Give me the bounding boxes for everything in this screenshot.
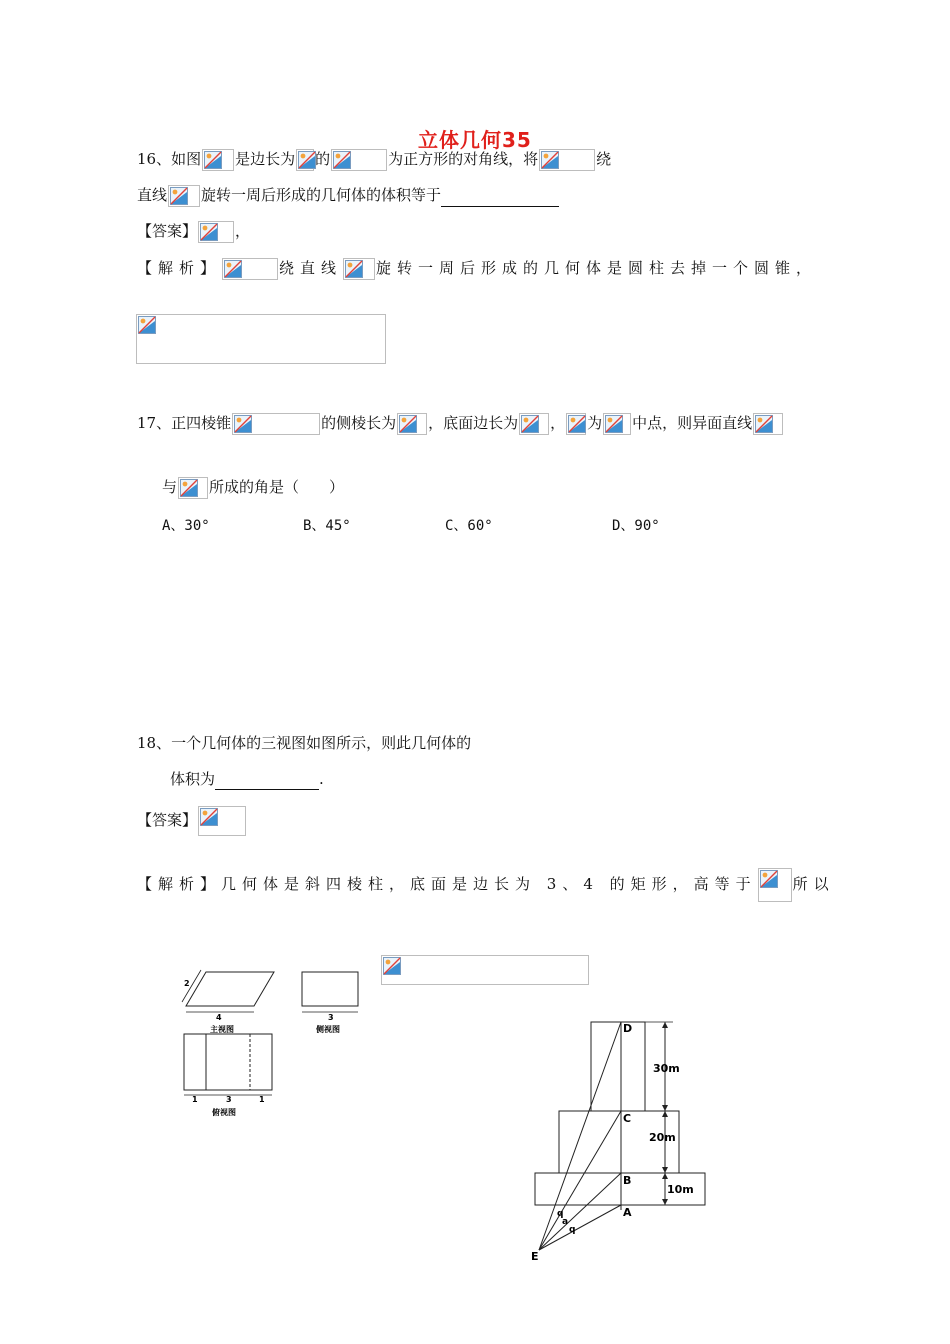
broken-image-icon <box>539 149 595 171</box>
q17-line-1 <box>137 412 784 435</box>
q17-line-2 <box>162 476 344 499</box>
broken-image-icon <box>170 187 188 205</box>
q17-text: 所成的角是（ ） <box>209 478 345 496</box>
q16-answer <box>137 220 250 243</box>
point-c-label: C <box>623 1112 632 1125</box>
dim-4-label: 4 <box>216 1013 222 1022</box>
q16-text: 绕直线 <box>279 259 343 277</box>
three-views-figure <box>170 962 370 1122</box>
top-view-shape <box>184 1034 272 1090</box>
option-c: C、60° <box>445 518 493 534</box>
option-b: B、45° <box>303 518 351 534</box>
q18-answer <box>137 806 247 836</box>
q16-text: 的 <box>315 150 331 168</box>
height-30m-label: 30m <box>653 1062 680 1075</box>
analysis-label: 【解析】 <box>137 259 222 277</box>
broken-image-icon <box>331 149 387 171</box>
broken-image-icon <box>222 258 278 280</box>
broken-image-icon <box>200 223 218 241</box>
broken-image-icon <box>519 413 549 435</box>
q16-text: 是边长为 <box>235 150 296 168</box>
q16-text: 直线 <box>137 186 168 204</box>
dim-2-label: 2 <box>184 979 190 988</box>
broken-image-icon <box>521 415 539 433</box>
q17-text: ，底面边长为 <box>428 414 519 432</box>
broken-image-icon <box>298 151 316 169</box>
top-view-label: 俯视图 <box>212 1108 236 1117</box>
q17-text: 17、正四棱锥 <box>137 414 232 432</box>
broken-image-icon <box>202 149 234 171</box>
broken-image-icon <box>758 868 792 902</box>
broken-image-icon <box>345 260 363 278</box>
side-view-label: 侧视图 <box>316 1025 340 1034</box>
front-view-shape <box>186 972 274 1006</box>
q17-text: 的侧棱长为 <box>321 414 397 432</box>
broken-image-icon <box>603 413 631 435</box>
broken-image-icon <box>343 258 375 280</box>
answer-label: 【答案】 <box>137 811 198 829</box>
broken-image-icon <box>381 955 589 985</box>
answer-label: 【答案】 <box>137 222 198 240</box>
q18-text: 所以 <box>792 875 835 893</box>
front-view-label: 主视图 <box>210 1025 234 1034</box>
broken-image-icon <box>605 415 623 433</box>
tower-top-block <box>591 1022 645 1111</box>
broken-image-icon <box>198 221 234 243</box>
broken-image-icon <box>541 151 559 169</box>
broken-image-icon <box>760 870 778 888</box>
q16-text: 绕 <box>596 150 612 168</box>
broken-image-icon <box>296 149 314 171</box>
broken-image-icon <box>397 413 427 435</box>
broken-image-icon <box>234 415 252 433</box>
q16-text: 旋转一周后形成的几何体的体积等于 <box>201 186 442 204</box>
q16-text: ， <box>235 222 251 240</box>
q17-text: 为 <box>587 414 603 432</box>
q16-analysis <box>137 257 817 280</box>
broken-image-icon <box>399 415 417 433</box>
broken-image-icon <box>180 479 198 497</box>
angle-label-2: a <box>562 1217 569 1227</box>
dim-3-side-label: 3 <box>328 1013 334 1022</box>
q16-text: 16、如图 <box>137 150 202 168</box>
point-b-label: B <box>623 1174 632 1187</box>
q17-text: 中点，则异面直线 <box>632 414 753 432</box>
q16-line-1 <box>137 148 611 171</box>
dim-3-top-label: 3 <box>226 1095 232 1104</box>
q18-text: 体积为 <box>170 770 216 788</box>
point-a-label: A <box>623 1206 632 1219</box>
broken-image-icon <box>200 808 218 826</box>
side-view-shape <box>302 972 358 1006</box>
q16-text: 旋转一周后形成的几何体是圆柱去掉一个圆锥， <box>376 259 818 277</box>
broken-image-icon <box>138 316 156 334</box>
broken-image-icon <box>178 477 208 499</box>
page-title: 立体几何35 <box>418 128 532 152</box>
broken-image-icon <box>753 413 783 435</box>
analysis-label: 【解析】 <box>137 875 222 893</box>
q17-text: ， <box>550 414 566 432</box>
tower-figure <box>525 1018 715 1266</box>
height-20m-label: 20m <box>649 1131 676 1144</box>
broken-image-icon <box>566 413 586 435</box>
broken-image-icon <box>383 957 401 975</box>
broken-image-icon <box>198 806 246 836</box>
q16-text: 为正方形的对角线，将 <box>388 150 539 168</box>
q18-line-2 <box>170 768 324 790</box>
point-d-label: D <box>623 1022 633 1035</box>
point-e-label: E <box>531 1250 539 1263</box>
broken-image-icon <box>755 415 773 433</box>
q17-text: 与 <box>162 478 178 496</box>
answer-blank <box>215 789 319 790</box>
q18-text: . <box>319 770 324 788</box>
broken-image-icon <box>204 151 222 169</box>
q18-text: 几何体是斜四棱柱，底面是边长为 3、4 的矩形，高等于 <box>221 875 757 893</box>
q18-analysis <box>137 868 835 902</box>
angle-label-1: q <box>557 1209 564 1219</box>
option-d: D、90° <box>612 518 660 534</box>
broken-image-icon <box>568 415 586 433</box>
broken-image-icon <box>232 413 320 435</box>
q18-line-1: 18、一个几何体的三视图如图所示，则此几何体的 <box>137 734 472 752</box>
broken-image-icon <box>168 185 200 207</box>
angle-label-3: q <box>569 1225 576 1235</box>
answer-blank <box>441 206 559 207</box>
broken-image-icon <box>136 314 386 364</box>
broken-image-icon <box>224 260 242 278</box>
broken-image-icon <box>333 151 351 169</box>
dim-1-left-label: 1 <box>192 1095 198 1104</box>
q16-line-2 <box>137 184 559 207</box>
option-a: A、30° <box>162 518 210 534</box>
dim-1-right-label: 1 <box>259 1095 265 1104</box>
height-10m-label: 10m <box>667 1183 694 1196</box>
